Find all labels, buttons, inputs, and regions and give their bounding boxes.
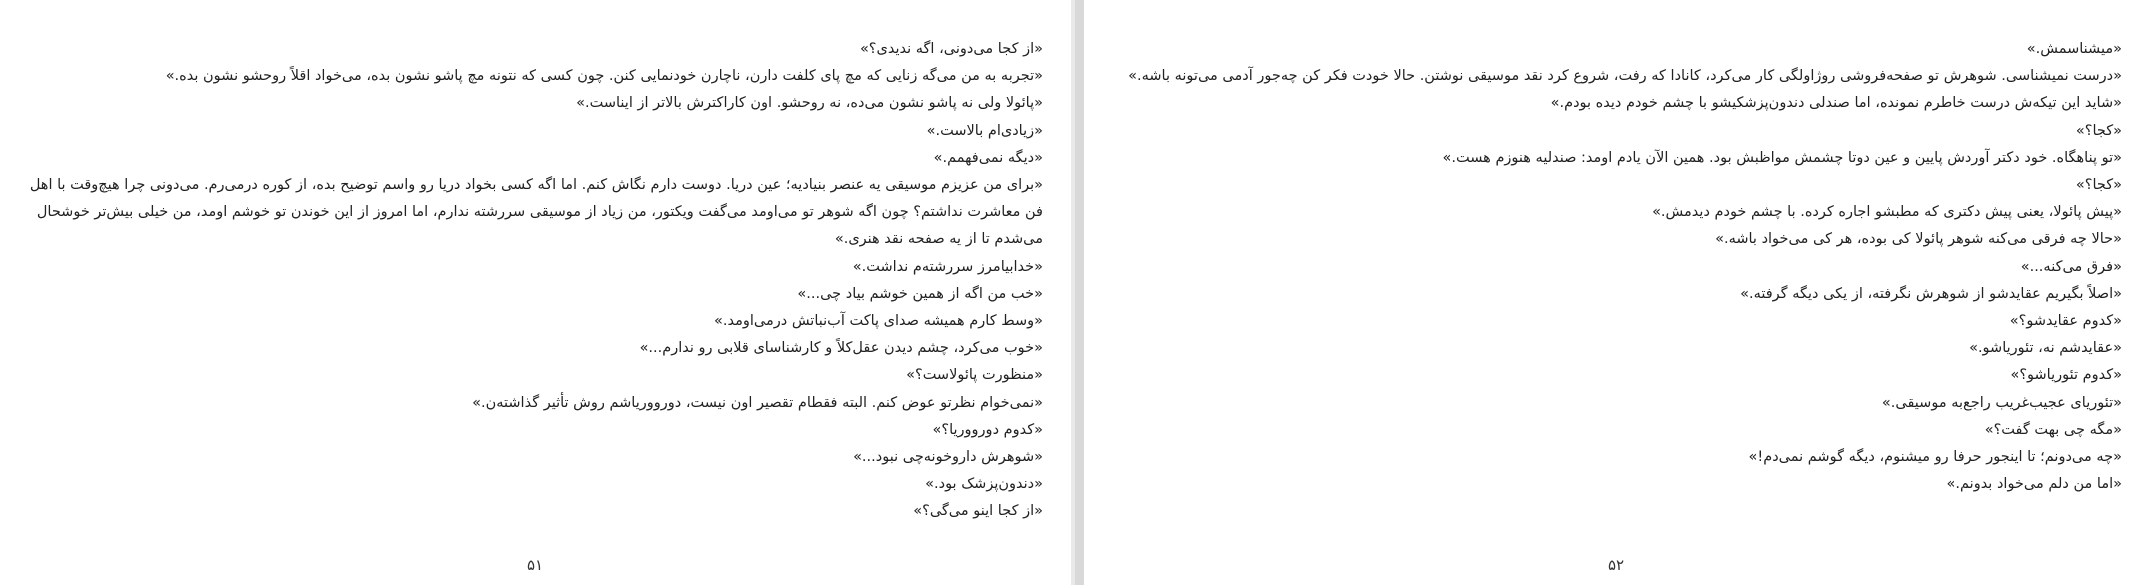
paragraph: «از کجا اینو می‌گی؟» — [913, 503, 1043, 520]
paragraph: «دیگه نمی‌فهمم.» — [933, 149, 1043, 166]
paragraph: «برای من عزیزم موسیقی یه عنصر بنیادیه؛ عین دریا. دوست دارم نگاش کنم. اما اگه کسی بخواد دریا رو واسم توضیح بده، از کوره درمی‌رم. می‌دونی چرا هیچ‌وقت با اهل فن معاشرت نداشتم؟ چون اگه شوهر تو می‌اومد می‌گفت ویکتور، من زیاد از موسیقی سررشته ندارم، اما امروز از این خوندن تو خوشم اومد، من خیلی بیش‌تر خوشحال می‌شدم تا از یه صفحه نقد هنری.» — [29, 177, 1043, 248]
paragraph: «از کجا می‌دونی، اگه ندیدی؟» — [859, 41, 1043, 57]
paragraph: «تو پناهگاه. خود دکتر آوردش پایین و عین دوتا چشمش مواظبش بود. همین الآن یادم اومد: صندلیه هنوزم هست.» — [1442, 149, 2122, 166]
page-gutter — [1071, 0, 1084, 585]
paragraph: «کدوم تئوریاشو؟» — [2010, 367, 2122, 384]
paragraph: «کدوم دورووریا؟» — [932, 421, 1043, 438]
left-page-text — [18, 36, 1043, 526]
paragraph: «درست نمیشناسی. شوهرش تو صفحه‌فروشی روژاولگی کار می‌کرد، کانادا که رفت، شروع کرد نقد موسیقی نوشتن. حالا خودت فکر کن چه‌جور آدمی می‌تونه باشه.» — [1128, 68, 2122, 85]
paragraph: «پیش پائولا، یعنی پیش دکتری که مطبشو اجاره کرده. با چشم خودم دیدمش.» — [1652, 204, 2122, 221]
paragraph: «شاید این تیکه‌ش درست خاطرم نمونده، اما صندلی دندون‌پزشکیشو با چشم خودم دیده بودم.» — [1550, 95, 2122, 112]
left-page — [0, 0, 1071, 585]
paragraph: «خوب می‌کرد، چشم دیدن عقل‌کلاً و کارشناسای قلابی رو ندارم...» — [639, 340, 1043, 357]
right-page — [1084, 0, 2151, 585]
paragraph: «عقایدشم نه، تئوریاشو.» — [1969, 340, 2122, 357]
right-page-number: ۵۲ — [1607, 556, 1625, 574]
paragraph: «شوهرش داروخونه‌چی نبود...» — [853, 449, 1043, 466]
paragraph: «کدوم عقایدشو؟» — [2009, 313, 2122, 330]
paragraph: «اما من دلم می‌خواد بدونم.» — [1946, 476, 2122, 493]
paragraph: «وسط کارم همیشه صدای پاکت آب‌نباتش درمی‌اومد.» — [714, 313, 1043, 330]
paragraph: «خب من اگه از همین خوشم بیاد چی...» — [797, 285, 1043, 302]
left-page-number: ۵۱ — [526, 556, 544, 574]
paragraph: «فرق می‌کنه...» — [2020, 258, 2122, 275]
paragraph: «کجا؟» — [2075, 122, 2122, 139]
paragraph: «تجربه به من می‌گه زنایی که مچ پای کلفت دارن، ناچارن خودنمایی کنن. چون کسی که نتونه مچ پاشو نشون بده، می‌خواد اقلاً روحشو نشون بده.» — [165, 68, 1043, 85]
paragraph: «حالا چه فرقی می‌کنه شوهر پائولا کی بوده، هر کی می‌خواد باشه.» — [1715, 231, 2122, 248]
paragraph: «منظورت پائولاست؟» — [906, 367, 1043, 384]
paragraph: «چه می‌دونم؛ تا اینجور حرفا رو میشنوم، دیگه گوشم نمی‌دم!» — [1748, 449, 2122, 466]
right-page-text — [1116, 36, 2122, 498]
paragraph: «کجا؟» — [2075, 177, 2122, 194]
paragraph: «دندون‌پزشک بود.» — [925, 476, 1043, 493]
paragraph: «مگه چی بهت گفت؟» — [1984, 421, 2122, 438]
paragraph: «میشناسمش.» — [2026, 41, 2122, 57]
paragraph: «تئوریای عجیب‌غریب راجع‌به موسیقی.» — [1881, 394, 2122, 411]
paragraph: «نمی‌خوام نظرتو عوض کنم. البته فقطام تقصیر اون نیست، دورووریاشم روش تأثیر گذاشته‌ن.» — [472, 394, 1043, 411]
paragraph: «اصلاً بگیریم عقایدشو از شوهرش نگرفته، از یکی دیگه گرفته.» — [1740, 285, 2122, 302]
paragraph: «پائولا ولی نه پاشو نشون می‌ده، نه روحشو. اون کاراکترش بالاتر از ایناست.» — [576, 95, 1043, 112]
paragraph: «خدابیامرز سررشته‌م نداشت.» — [852, 258, 1043, 275]
paragraph: «زیادی‌ام بالاست.» — [926, 122, 1043, 139]
